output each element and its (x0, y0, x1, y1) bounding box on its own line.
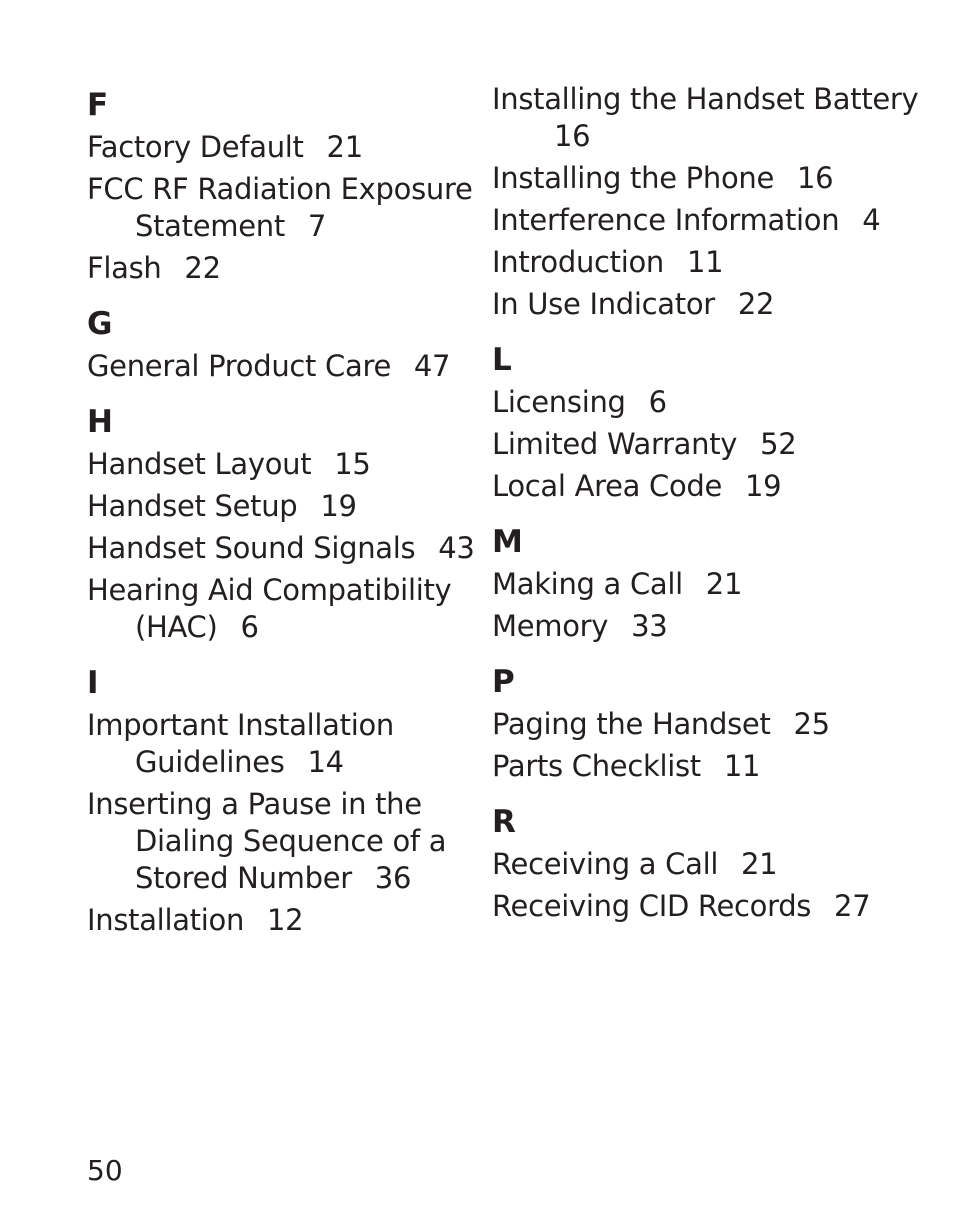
entry-text: Interference Information (492, 203, 840, 237)
entry-text: Factory Default (87, 130, 304, 164)
entry-text: Parts Checklist (492, 749, 701, 783)
entry-page-number: 14 (307, 745, 344, 779)
index-section (87, 82, 527, 287)
entry-text: Flash (87, 251, 162, 285)
entry-page-number: 19 (320, 489, 357, 523)
index-entry (87, 129, 527, 166)
index-entry (87, 707, 527, 781)
index-entry (492, 468, 932, 505)
index-entry (492, 748, 932, 785)
index-entry (492, 160, 932, 197)
index-entry (492, 706, 932, 743)
entry-text: In Use Indicator (492, 287, 715, 321)
index-entry (492, 81, 932, 155)
index-entry (492, 384, 932, 421)
entry-text: Installation (87, 903, 245, 937)
entry-text: Handset Setup (87, 489, 298, 523)
entry-text: Handset Layout (87, 447, 312, 481)
index-entry (492, 426, 932, 463)
entry-text: Important Installation Guidelines (87, 708, 395, 779)
entry-text: Introduction (492, 245, 665, 279)
entry-text: Receiving CID Records (492, 889, 812, 923)
entry-page-number: 11 (723, 749, 761, 783)
index-section (492, 337, 932, 505)
index-entry (87, 171, 527, 245)
entry-text: Licensing (492, 385, 626, 419)
index-entry (492, 244, 932, 281)
section-letter: L (492, 342, 512, 378)
entry-page-number: 52 (760, 427, 797, 461)
entry-text: Installing the Handset Battery (492, 82, 919, 116)
entry-page-number: 25 (793, 707, 830, 741)
entry-text: Hearing Aid Compatibility (HAC) (87, 573, 452, 644)
index-entry (87, 786, 527, 897)
entry-text: Paging the Handset (492, 707, 771, 741)
index-entry (492, 202, 932, 239)
entry-text: Installing the Phone (492, 161, 775, 195)
entry-page-number: 16 (796, 161, 834, 195)
entry-text: Local Area Code (492, 469, 723, 503)
section-letter: R (492, 804, 516, 840)
entry-text: General Product Care (87, 349, 391, 383)
entry-page-number: 11 (686, 245, 724, 279)
entry-text: Inserting a Pause in the Dialing Sequence of a Stored Number (87, 787, 447, 895)
entry-page-number: 43 (438, 531, 475, 565)
entry-page-number: 7 (307, 209, 326, 243)
index-section (87, 301, 527, 385)
index-entry (492, 566, 932, 603)
index-column-right (492, 82, 932, 925)
index-entry (87, 348, 527, 385)
index-section (492, 81, 932, 323)
section-letter: G (87, 306, 113, 342)
entry-text: Memory (492, 609, 609, 643)
entry-page-number: 15 (334, 447, 371, 481)
section-letter: I (87, 665, 99, 701)
entry-page-number: 19 (745, 469, 782, 503)
index-entry (87, 250, 527, 287)
entry-page-number: 21 (741, 847, 778, 881)
entry-text: Handset Sound Signals (87, 531, 416, 565)
page-number: 50 (87, 1154, 123, 1187)
entry-page-number: 6 (648, 385, 667, 419)
index-entry (492, 286, 932, 323)
section-letter: H (87, 404, 113, 440)
entry-page-number: 27 (834, 889, 871, 923)
index-column-left (87, 82, 527, 939)
entry-text: Limited Warranty (492, 427, 738, 461)
index-entry (87, 572, 527, 646)
entry-page-number: 12 (266, 903, 304, 937)
section-letter: P (492, 664, 515, 700)
entry-text: FCC RF Radiation Exposure Statement (87, 172, 473, 243)
entry-page-number: 21 (326, 130, 363, 164)
index-section (87, 399, 527, 646)
section-letter: F (87, 87, 109, 123)
entry-page-number: 6 (240, 610, 259, 644)
index-entry (87, 446, 527, 483)
index-section (492, 799, 932, 925)
entry-text: Making a Call (492, 567, 683, 601)
entry-page-number: 22 (737, 287, 775, 321)
entry-page-number: 21 (705, 567, 743, 601)
entry-page-number: 36 (374, 861, 412, 895)
entry-page-number: 16 (554, 119, 591, 153)
entry-page-number: 33 (631, 609, 668, 643)
index-entry (492, 608, 932, 645)
index-section (87, 660, 527, 939)
index-entry (87, 902, 527, 939)
entry-text: Receiving a Call (492, 847, 719, 881)
entry-page-number: 22 (184, 251, 221, 285)
index-entry (492, 888, 932, 925)
index-section (492, 659, 932, 785)
index-section (492, 519, 932, 645)
index-entry (87, 488, 527, 525)
entry-page-number: 4 (862, 203, 881, 237)
entry-page-number: 47 (413, 349, 451, 383)
index-entry (492, 846, 932, 883)
section-letter: M (492, 524, 523, 560)
index-entry (87, 530, 527, 567)
